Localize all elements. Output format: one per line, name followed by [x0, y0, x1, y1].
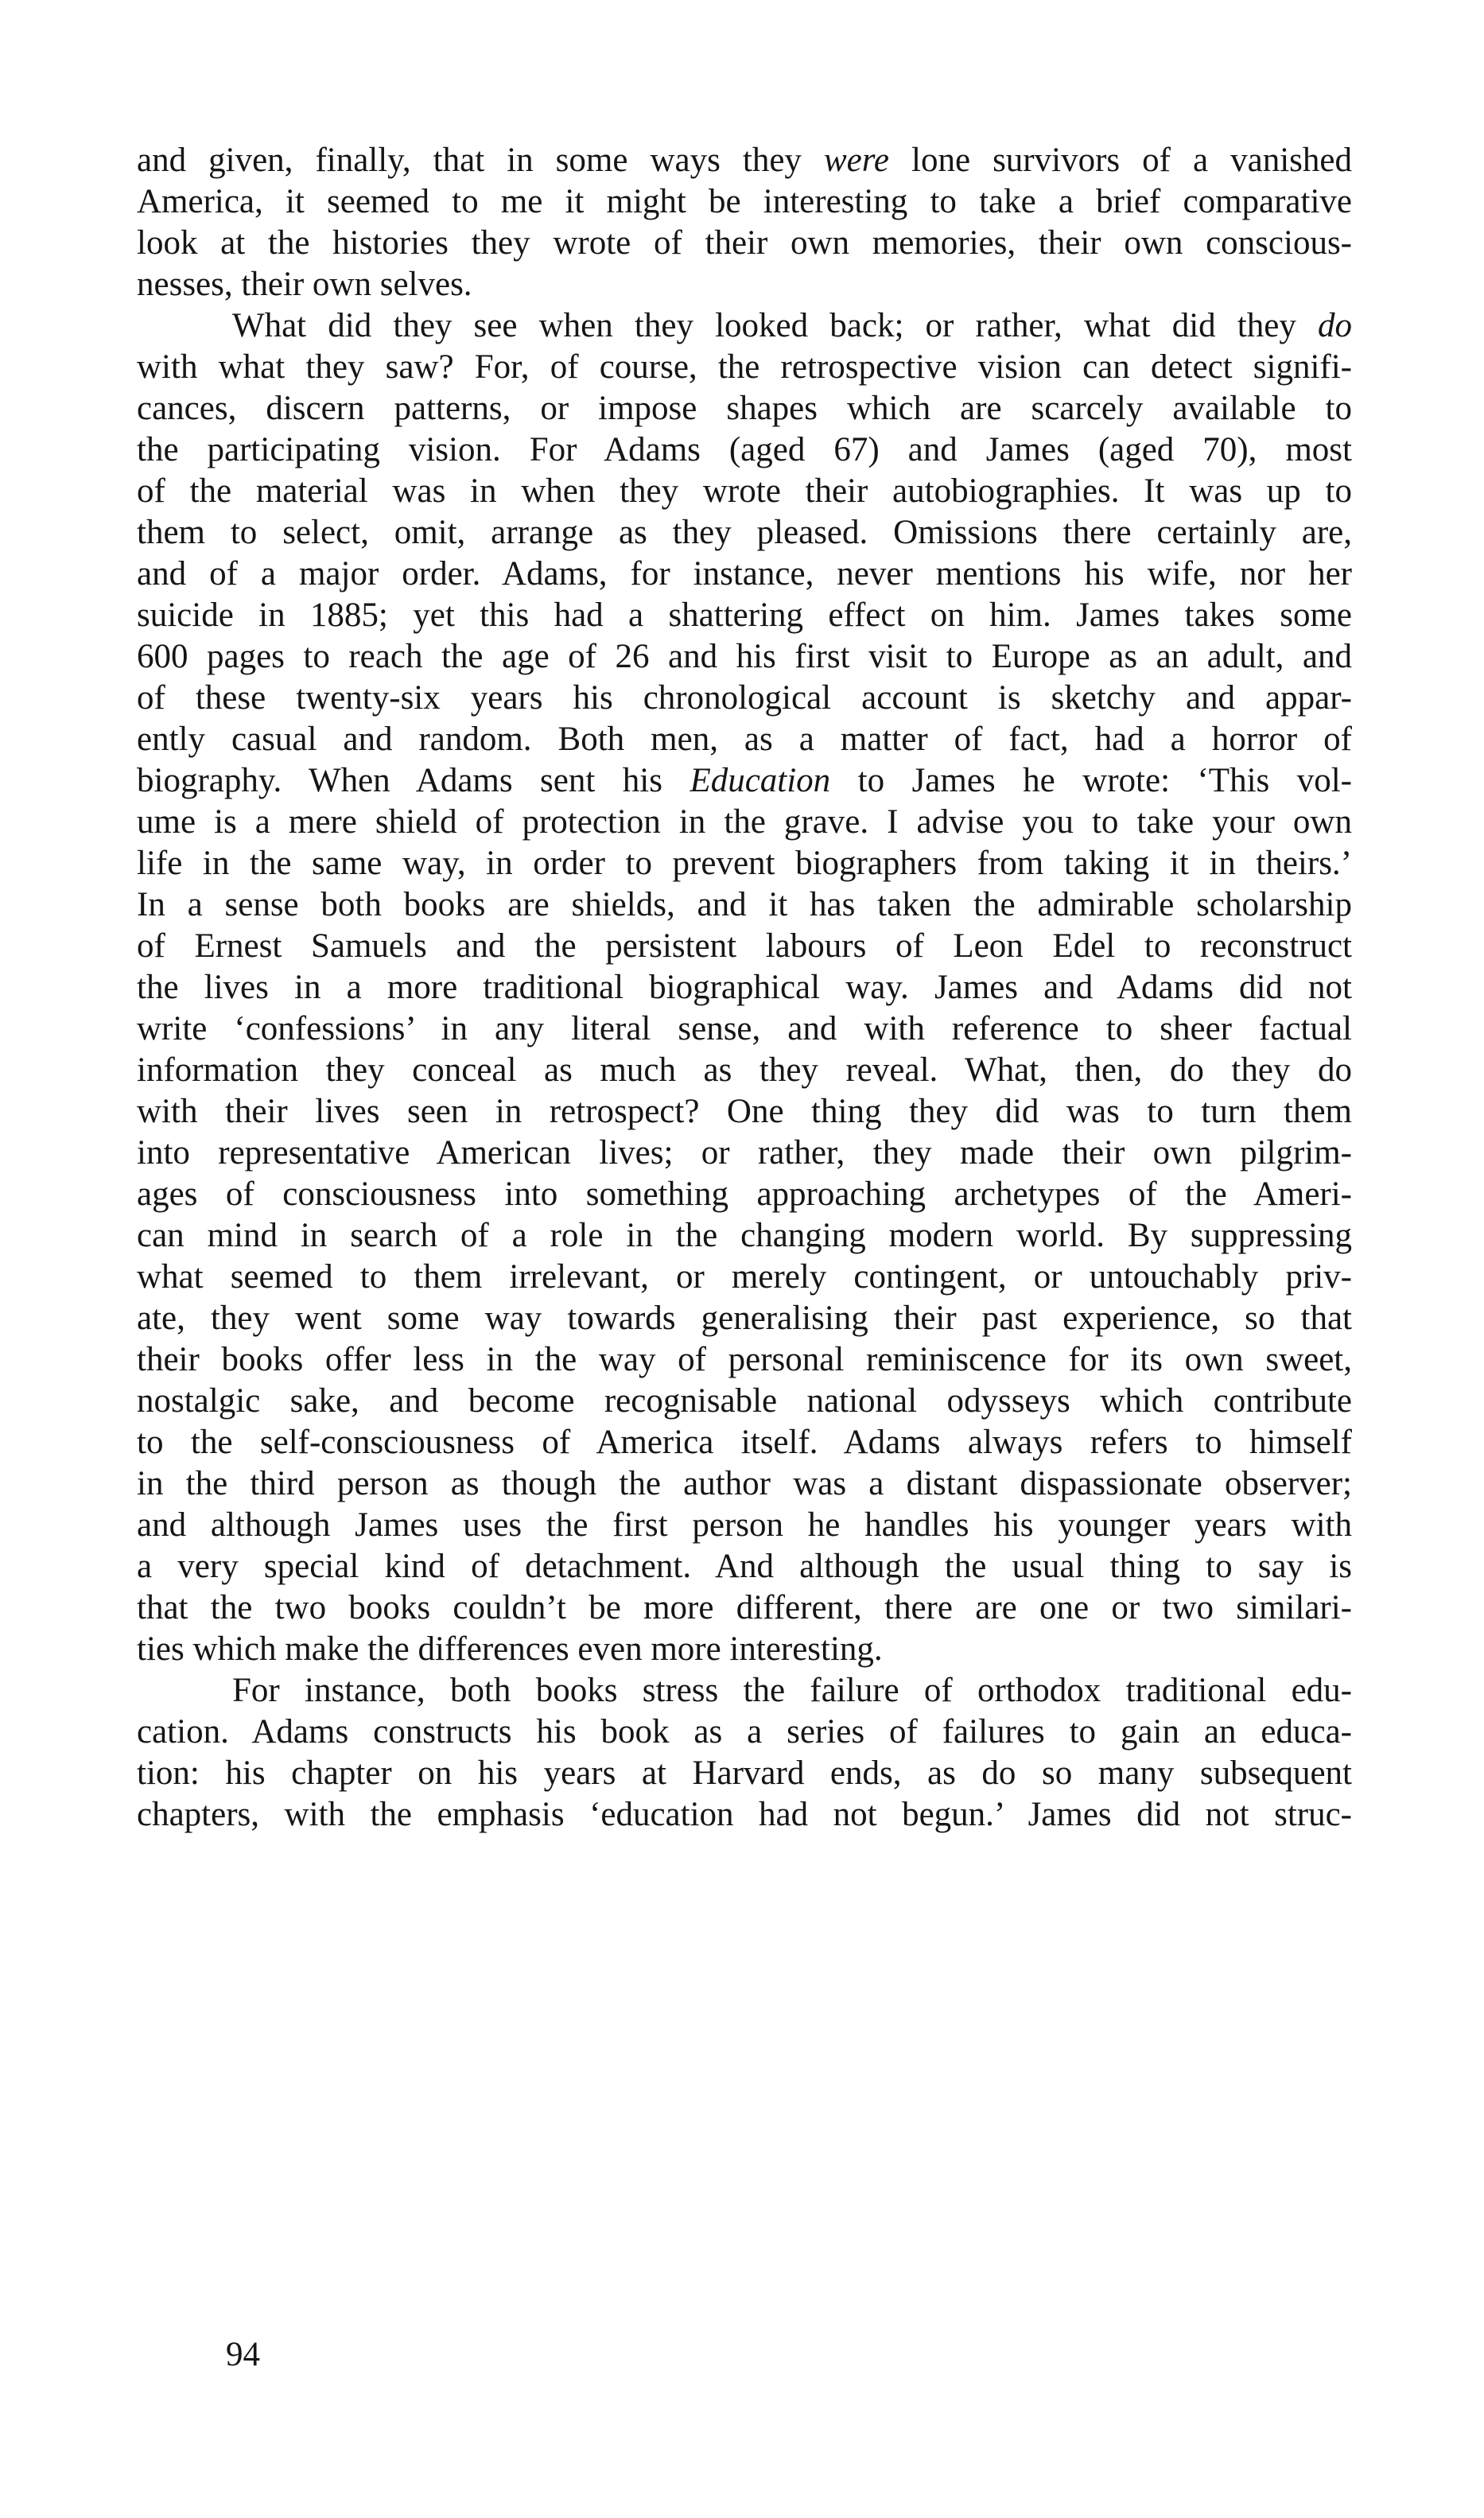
body-text	[137, 140, 1352, 1836]
text-line	[137, 884, 1352, 926]
text-run: ume is a mere shield of protection in the grave. I advise you to take your own	[137, 803, 1352, 841]
italic-text-run: do	[1318, 307, 1352, 344]
text-run: them to select, omit, arrange as they pleased. Omissions there certainly are,	[137, 514, 1352, 551]
text-run: ently casual and random. Both men, as a matter of fact, had a horror of	[137, 721, 1352, 758]
text-run: can mind in search of a role in the changing modern world. By suppressing	[137, 1217, 1352, 1254]
text-run: of Ernest Samuels and the persistent labours of Leon Edel to reconstruct	[137, 927, 1352, 965]
text-line	[137, 595, 1352, 636]
text-run: the participating vision. For Adams (aged 67) and James (aged 70), most	[137, 431, 1352, 468]
text-run: In a sense both books are shields, and it has taken the admirable scholarship	[137, 886, 1352, 923]
text-run: What did they see when they looked back; or rather, what did they	[232, 307, 1318, 344]
paragraph	[137, 305, 1352, 1670]
text-line	[137, 347, 1352, 388]
italic-text-run: Education	[690, 762, 831, 799]
text-line	[137, 1215, 1352, 1257]
text-run: to James he wrote: ‘This vol-	[830, 762, 1352, 799]
text-run: tion: his chapter on his years at Harvard ends, as do so many subsequent	[137, 1754, 1352, 1792]
text-run: a very special kind of detachment. And although the usual thing to say is	[137, 1548, 1352, 1585]
text-line	[137, 1753, 1352, 1794]
text-line	[137, 264, 1352, 305]
text-line	[137, 843, 1352, 884]
text-line	[137, 1050, 1352, 1091]
text-line	[137, 223, 1352, 264]
text-line	[137, 926, 1352, 967]
text-run: with their lives seen in retrospect? One thing they did was to turn them	[137, 1093, 1352, 1130]
page-number: 94	[226, 2336, 260, 2373]
text-line	[137, 1505, 1352, 1546]
text-run: ate, they went some way towards generalising their past experience, so that	[137, 1300, 1352, 1337]
text-run: information they conceal as much as they reveal. What, then, do they do	[137, 1051, 1352, 1089]
text-run: what seemed to them irrelevant, or merely contingent, or untouchably priv-	[137, 1258, 1352, 1296]
text-line	[137, 1463, 1352, 1505]
text-run: their books offer less in the way of personal reminiscence for its own sweet,	[137, 1341, 1352, 1378]
text-run: life in the same way, in order to prevent biographers from taking it in theirs.’	[137, 845, 1352, 882]
text-run: of the material was in when they wrote their autobiographies. It was up to	[137, 472, 1352, 510]
paragraph	[137, 140, 1352, 305]
text-line	[137, 1794, 1352, 1836]
text-line	[137, 678, 1352, 719]
text-run: look at the histories they wrote of their own memories, their own conscious-	[137, 224, 1352, 262]
text-run: cation. Adams constructs his book as a series of failures to gain an educa-	[137, 1713, 1352, 1751]
text-run: biography. When Adams sent his	[137, 762, 690, 799]
text-line	[137, 1670, 1352, 1712]
text-line	[137, 181, 1352, 223]
text-line	[137, 305, 1352, 347]
text-line	[137, 554, 1352, 595]
text-line	[137, 760, 1352, 802]
text-run: the lives in a more traditional biographical way. James and Adams did not	[137, 969, 1352, 1006]
text-line	[137, 1133, 1352, 1174]
text-run: and of a major order. Adams, for instance, never mentions his wife, nor her	[137, 555, 1352, 593]
paragraph	[137, 1670, 1352, 1836]
text-line	[137, 1712, 1352, 1753]
text-line	[137, 140, 1352, 181]
text-line	[137, 1339, 1352, 1381]
text-run: of these twenty-six years his chronological account is sketchy and appar-	[137, 679, 1352, 717]
text-run: write ‘confessions’ in any literal sense, and with reference to sheer factual	[137, 1010, 1352, 1047]
text-line	[137, 1587, 1352, 1629]
text-run: that the two books couldn’t be more different, there are one or two similari-	[137, 1589, 1352, 1626]
text-line	[137, 967, 1352, 1008]
text-line	[137, 471, 1352, 512]
text-line	[137, 1091, 1352, 1133]
text-run: nesses, their own selves.	[137, 266, 472, 303]
text-line	[137, 1381, 1352, 1422]
text-line	[137, 636, 1352, 678]
text-line	[137, 1008, 1352, 1050]
text-run: and although James uses the first person he handles his younger years with	[137, 1506, 1352, 1544]
text-run: lone survivors of a vanished	[888, 142, 1352, 179]
text-run: and given, finally, that in some ways they	[137, 142, 824, 179]
text-line	[137, 1629, 1352, 1670]
text-run: ties which make the differences even more interesting.	[137, 1630, 883, 1668]
text-line	[137, 512, 1352, 554]
text-run: in the third person as though the author was a distant dispassionate observer;	[137, 1465, 1352, 1502]
text-run: 600 pages to reach the age of 26 and his first visit to Europe as an adult, and	[137, 638, 1352, 675]
italic-text-run: were	[823, 142, 889, 179]
text-run: ages of consciousness into something approaching archetypes of the Ameri-	[137, 1175, 1352, 1213]
text-run: America, it seemed to me it might be interesting to take a brief comparative	[137, 183, 1352, 220]
text-line	[137, 429, 1352, 471]
text-run: with what they saw? For, of course, the retrospective vision can detect signifi-	[137, 348, 1352, 386]
text-run: to the self-consciousness of America itself. Adams always refers to himself	[137, 1424, 1352, 1461]
text-run: cances, discern patterns, or impose shapes which are scarcely available to	[137, 390, 1352, 427]
text-line	[137, 1546, 1352, 1587]
text-run: chapters, with the emphasis ‘education had not begun.’ James did not struc-	[137, 1796, 1352, 1833]
text-run: For instance, both books stress the failure of orthodox traditional edu-	[232, 1672, 1352, 1709]
text-line	[137, 1422, 1352, 1463]
text-run: nostalgic sake, and become recognisable national odysseys which contribute	[137, 1382, 1352, 1420]
text-line	[137, 1257, 1352, 1298]
text-line	[137, 719, 1352, 760]
text-line	[137, 388, 1352, 429]
text-line	[137, 1174, 1352, 1215]
text-line	[137, 802, 1352, 843]
text-run: into representative American lives; or rather, they made their own pilgrim-	[137, 1134, 1352, 1172]
text-line	[137, 1298, 1352, 1339]
text-run: suicide in 1885; yet this had a shattering effect on him. James takes some	[137, 596, 1352, 634]
